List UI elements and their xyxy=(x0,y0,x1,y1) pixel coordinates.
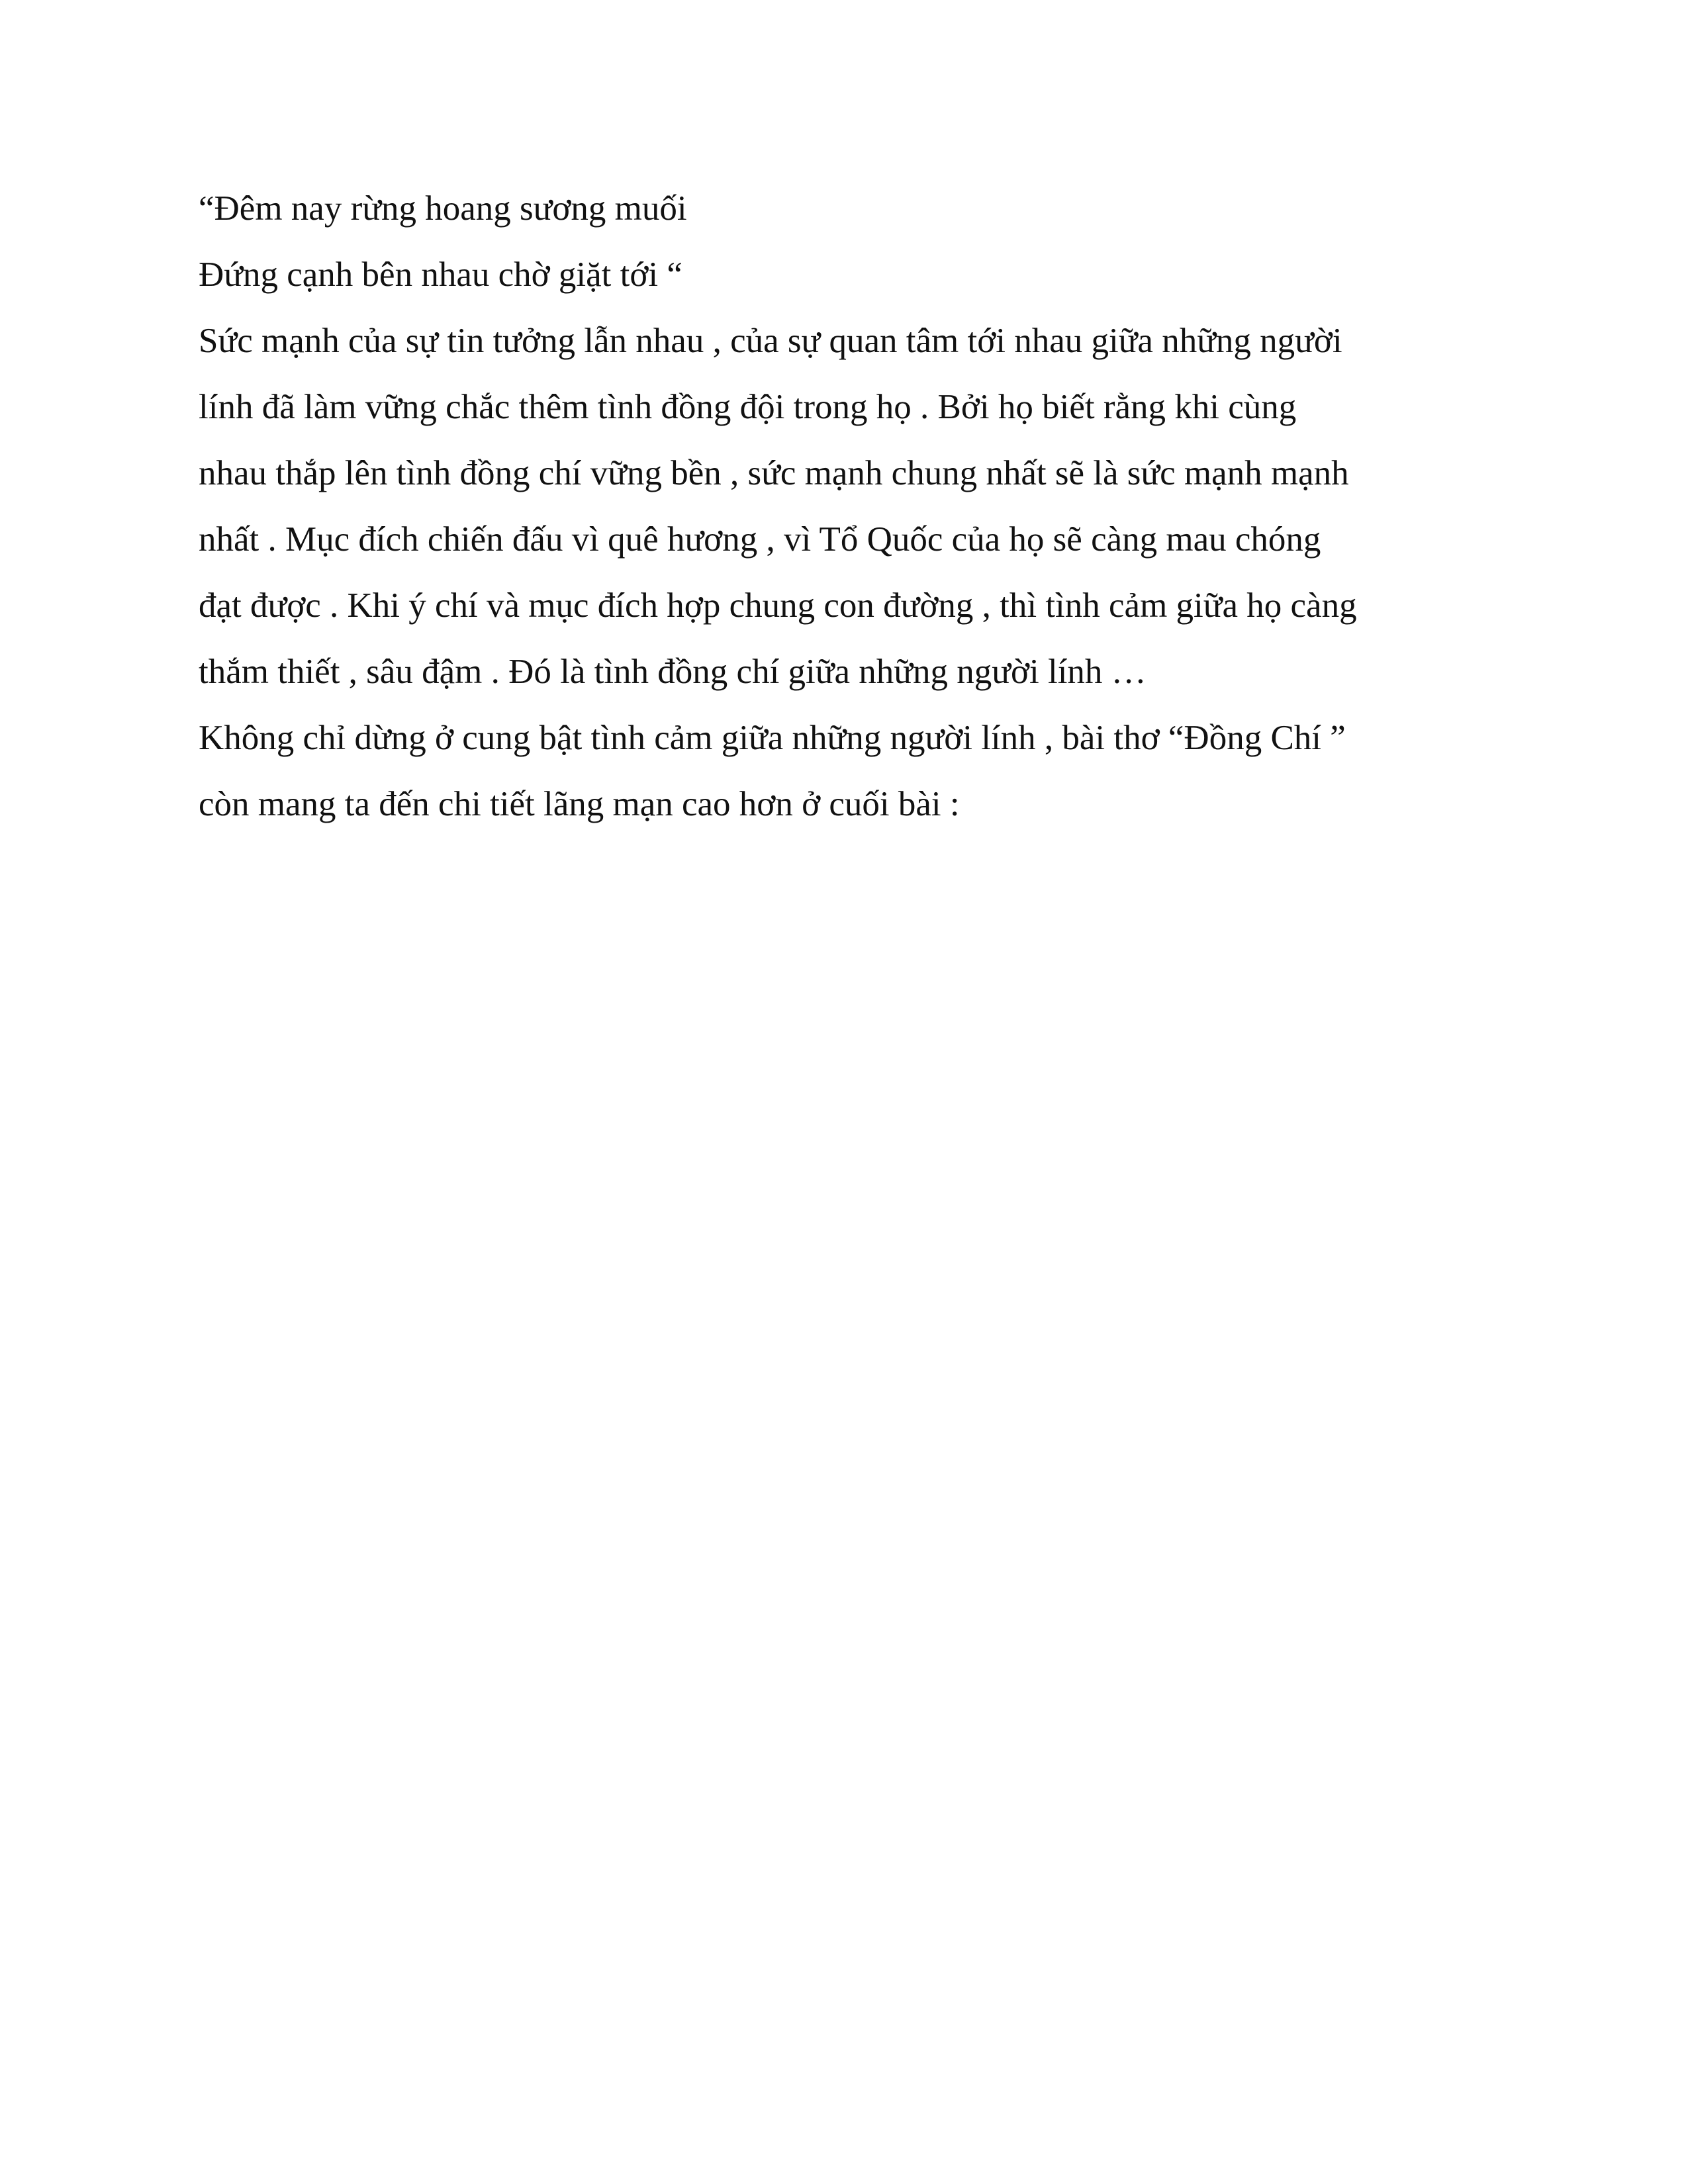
body-text xyxy=(199,175,1489,837)
poem-line-2: Đứng cạnh bên nhau chờ giặt tới “ xyxy=(199,255,682,294)
paragraph-line: nhau thắp lên tình đồng chí vững bền , sức mạnh chung nhất sẽ là sức mạnh mạnh xyxy=(199,454,1349,492)
paragraph-line: nhất . Mục đích chiến đấu vì quê hương , vì Tổ Quốc của họ sẽ càng mau chóng xyxy=(199,520,1321,559)
paragraph-line: còn mang ta đến chi tiết lãng mạn cao hơn ở cuối bài : xyxy=(199,785,960,823)
paragraph-line: lính đã làm vững chắc thêm tình đồng đội trong họ . Bởi họ biết rằng khi cùng xyxy=(199,388,1297,426)
paragraph-line: Không chỉ dừng ở cung bật tình cảm giữa những người lính , bài thơ “Đồng Chí ” xyxy=(199,719,1346,757)
paragraph-line: thắm thiết , sâu đậm . Đó là tình đồng chí giữa những người lính … xyxy=(199,653,1147,691)
poem-line-1: “Đêm nay rừng hoang sương muối xyxy=(199,189,687,228)
paragraph-line: đạt được . Khi ý chí và mục đích hợp chung con đường , thì tình cảm giữa họ càng xyxy=(199,586,1357,625)
paragraph-line: Sức mạnh của sự tin tưởng lẫn nhau , của sự quan tâm tới nhau giữa những người xyxy=(199,322,1342,360)
